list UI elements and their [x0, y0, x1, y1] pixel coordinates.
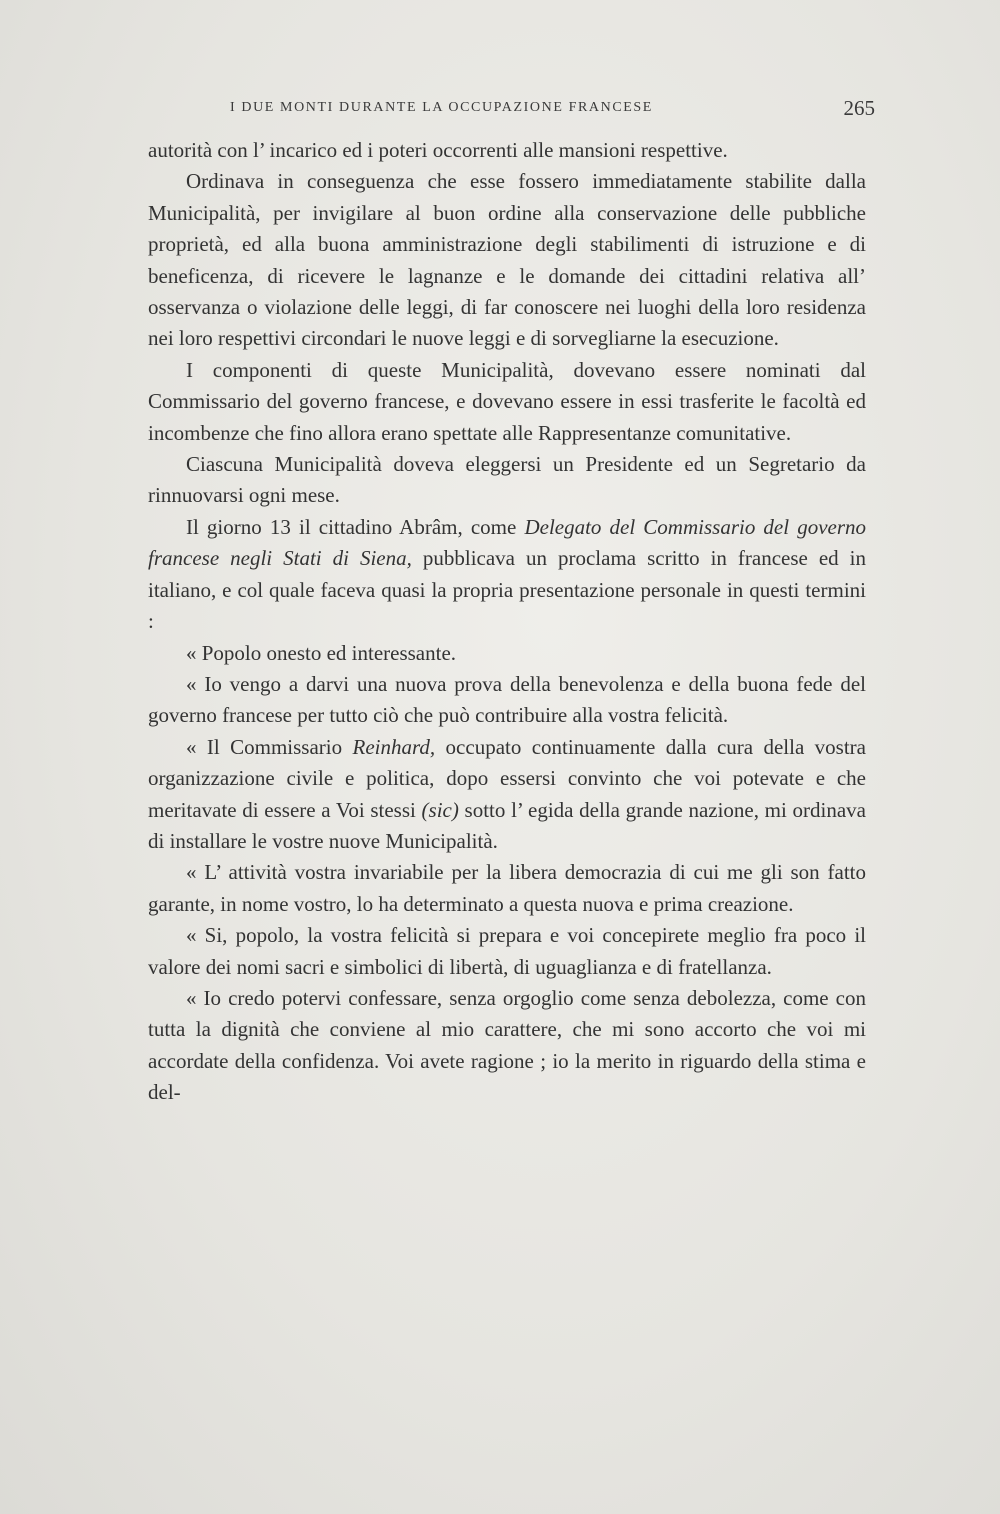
running-title: I DUE MONTI DURANTE LA OCCUPAZIONE FRANCESE	[230, 100, 653, 115]
paragraph: autorità con l’ incarico ed i poteri occorrenti alle mansioni respettive.	[148, 138, 728, 162]
paragraph-text: « Il Commissario	[186, 734, 353, 759]
paragraph	[148, 732, 866, 858]
paragraph: I componenti di queste Municipalità, dovevano essere nominati dal Commissario del governo francese, e dovevano essere in essi trasferite le facoltà ed incombenze che fino allora erano spettate alle Rappresentanze comunitative.	[148, 357, 866, 445]
paragraph-text: occupato continuamente dalla cura della vostra organizzazione civile e politica, dopo essersi convinto che voi potevate e che meritavate di essere a Voi stessi	[148, 734, 866, 822]
paragraph-text: sotto l’ egida della grande nazione, mi ordinava di installare le vostre nuove Municipalità.	[148, 797, 866, 853]
paragraph: « Io vengo a darvi una nuova prova della benevolenza e della buona fede del governo francese per tutto ciò che può contribuire alla vostra felicità.	[148, 671, 866, 728]
italic-title: Delegato del Commissario del governo francese negli Stati di Siena,	[148, 514, 867, 571]
paragraph: « Si, popolo, la vostra felicità si prepara e voi concepirete meglio fra poco il valore dei nomi sacri e simbolici di libertà, di uguaglianza e di fratellanza.	[148, 923, 866, 979]
paragraph: Ordinava in conseguenza che esse fossero immediatamente stabilite dalla Municipalità, per invigilare al buon ordine alla conservazione delle pubbliche proprietà, ed alla buona amministrazione degli stabilimenti di istruzione e di beneficenza, di ricevere le lagnanze e le domande dei cittadini relativa all’ osservanza o violazione delle leggi, di far conoscere nei luoghi della loro residenza nei loro respettivi circondari le nuove leggi e di sorvegliarne la esecuzione.	[148, 169, 866, 351]
paragraph	[148, 512, 866, 638]
paragraph-text: pubblicava un proclama scritto in francese ed in italiano, e col quale faceva quasi la propria presentazione personale in questi termini :	[148, 546, 866, 634]
running-head	[145, 96, 875, 126]
italic-name: Reinhard,	[352, 734, 436, 759]
paragraph: « L’ attività vostra invariabile per la libera democrazia di cui me gli son fatto garante, in nome vostro, lo ha determinato a questa nuova e prima creazione.	[148, 860, 866, 916]
paragraph: « Popolo onesto ed interessante.	[186, 640, 457, 665]
paragraph: « Io credo potervi confessare, senza orgoglio come senza debolezza, come con tutta la dignità che conviene al mio carattere, che mi sono accorto che voi mi accordate della confidenza. Voi avete ragione ; io la merito in riguardo della stima e del-	[148, 985, 866, 1105]
paragraph-text: Il giorno 13 il cittadino Abrâm, come	[186, 514, 525, 539]
italic-sic: (sic)	[421, 797, 459, 822]
paragraph: Ciascuna Municipalità doveva eleggersi un Presidente ed un Segretario da rinnuovarsi ogni mese.	[148, 452, 866, 508]
page-number: 265	[843, 96, 875, 120]
body-text	[148, 135, 866, 1109]
